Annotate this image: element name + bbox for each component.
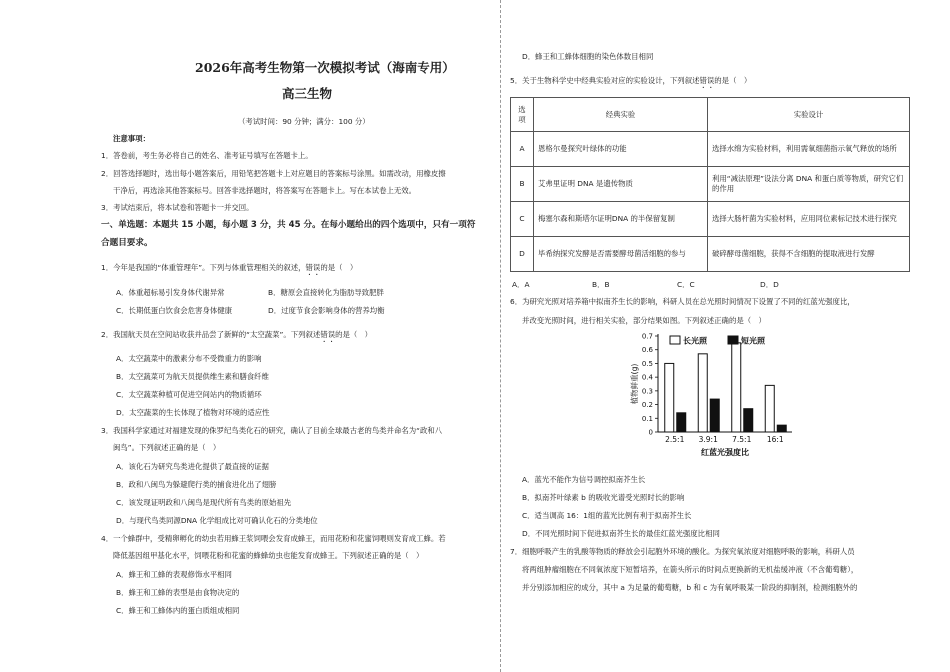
column-divider: [500, 0, 501, 672]
y-tick-label: 0.3: [641, 387, 653, 396]
q5-row-option: B: [511, 167, 534, 202]
q3-option-d: D．与现代鸟类同源DNA 化学组成比对可确认化石的分类地位: [116, 516, 318, 525]
q5-header-option: 选项: [511, 98, 534, 132]
q5-header-design: 实验设计: [708, 98, 910, 132]
legend-label: 长光照: [683, 336, 707, 346]
y-tick-label: 0.6: [641, 346, 653, 355]
notes-heading: 注意事项：: [113, 134, 150, 143]
section-1-line2: 合题目要求。: [101, 238, 153, 248]
bar-long-light: [765, 385, 774, 432]
q4-option-d: D．蜂王和工蜂体细胞的染色体数目相同: [522, 52, 654, 61]
bar-long-light: [665, 363, 674, 432]
section-1-line1: 一、单选题：本题共 15 小题，每小题 3 分，共 45 分。在每小题给出的四个选项中，只有一项符: [101, 220, 476, 230]
q5-row-experiment: 艾弗里证明 DNA 是遗传物质: [534, 167, 708, 202]
bar-short-light: [777, 425, 786, 432]
legend-label: 短光照: [741, 336, 765, 346]
q3-option-b: B．政和八闽鸟为躲避爬行类的捕食进化出了翅膀: [116, 480, 277, 489]
q6-stem-2: 并改变光照时间，进行相关实验，部分结果如图。下列叙述正确的是（ ）: [522, 316, 766, 325]
q6-stem-1: 6．为研究光照对培养箱中拟南芥生长的影响，科研人员在总光照时间情况下设置了不同的红蓝光强度比，: [510, 297, 855, 306]
q5-stem: 5．关于生物科学史中经典实验对应的实验设计，下列叙述错误的是（ ）: [510, 76, 752, 85]
table-row: [511, 202, 910, 237]
q6-option-d: D．不同光照时间下促进拟南芥生长的最佳红蓝光强度比相同: [522, 529, 720, 538]
q4-stem-1: 4．一个蜂群中，受精卵孵化的幼虫若用蜂王浆饲喂会发育成蜂王，而用花粉和花蜜饲喂则发育成工蜂。若: [101, 534, 446, 543]
q3-option-c: C．该发现证明政和八闽鸟是现代所有鸟类的原始祖先: [116, 498, 292, 507]
q7-stem-1: 7．细胞呼吸产生的乳酸等物质的释放会引起胞外环境的酸化。为探究氧浓度对细胞呼吸的影响，科研人员: [510, 547, 855, 556]
q5-row-experiment: 毕希纳探究发酵是否需要酵母菌活细胞的参与: [534, 237, 708, 272]
bar-short-light: [744, 409, 753, 432]
q1-option-c: C．长期低蛋白饮食会危害身体健康: [116, 306, 233, 315]
q4-option-c: C．蜂王和工蜂体内的蛋白质组成相同: [116, 606, 240, 615]
q6-option-b: B．拟南芥叶绿素 b 的吸收光谱受光照时长的影响: [522, 493, 685, 502]
legend-swatch: [728, 336, 738, 344]
q5-row-option: D: [511, 237, 534, 272]
q5-row-design: 选择大肠杆菌为实验材料，应用同位素标记技术进行探究: [708, 202, 910, 237]
q6-option-c: C．适当调高 16：1组的蓝光比例有利于拟南芥生长: [522, 511, 692, 520]
bar-long-light: [732, 343, 741, 432]
q5-row-experiment: 恩格尔曼探究叶绿体的功能: [534, 132, 708, 167]
note-2-cont: 干净后，再选涂其他答案标号。回答非选择题时，将答案写在答题卡上。写在本试卷上无效。: [113, 186, 417, 195]
q5-answer-a: A．A: [512, 280, 530, 289]
q2-option-b: B．太空蔬菜可为航天员提供维生素和膳食纤维: [116, 372, 269, 381]
q6-bar-chart: [628, 330, 800, 458]
q5-table: [510, 97, 910, 272]
q5-answer-d: D．D: [760, 280, 779, 289]
q1-option-d: D．过度节食会影响身体的营养均衡: [268, 306, 385, 315]
bar-long-light: [698, 354, 707, 432]
bar-short-light: [677, 413, 686, 432]
q1-option-a: A．体重超标易引发身体代谢异常: [116, 288, 225, 297]
y-tick-label: 0.5: [641, 359, 653, 368]
legend-swatch: [670, 336, 680, 344]
y-axis-label: 植物鲜重(g): [630, 363, 639, 405]
y-tick-label: 0.2: [641, 401, 653, 410]
exam-info: （考试时间：90 分钟；满分：100 分）: [238, 117, 370, 126]
q1-stem: 1．今年是我国的“体重管理年”。下列与体重管理相关的叙述，错误的是（ ）: [101, 263, 358, 272]
q2-option-d: D．太空蔬菜的生长体现了植物对环境的适应性: [116, 408, 270, 417]
q5-row-option: A: [511, 132, 534, 167]
q4-option-b: B．蜂王和工蜂的表型是由食物决定的: [116, 588, 240, 597]
q3-stem-2: 闽鸟”。下列叙述正确的是（ ）: [113, 443, 221, 452]
q5-row-option: C: [511, 202, 534, 237]
q5-row-experiment: 梅塞尔森和斯塔尔证明DNA 的半保留复制: [534, 202, 708, 237]
q6-option-a: A．蓝光不能作为信号调控拟南芥生长: [522, 475, 646, 484]
q5-answer-c: C．C: [677, 280, 695, 289]
note-1: 1．答卷前，考生务必将自己的姓名、准考证号填写在答题卡上。: [101, 151, 313, 160]
q5-row-design: 选择水绵为实验材料，利用需氧细菌指示氧气释放的场所: [708, 132, 910, 167]
q7-stem-3: 并分别添加相应的成分，其中 a 为足量的葡萄糖，b 和 c 为有氧呼吸某一阶段的抑制剂，检测细胞外的: [522, 583, 858, 592]
bar-short-light: [710, 399, 719, 432]
q4-option-a: A．蜂王和工蜂的表观修饰水平相同: [116, 570, 232, 579]
x-axis-label: 红蓝光强度比: [701, 448, 749, 457]
note-3: 3．考试结束后，将本试卷和答题卡一并交回。: [101, 203, 254, 212]
q5-row-design: 破碎酵母菌细胞，获得不含细胞的提取液进行发酵: [708, 237, 910, 272]
q5-header-experiment: 经典实验: [534, 98, 708, 132]
q7-stem-2: 将两组肿瘤细胞在不同氧浓度下短暂培养，在箭头所示的时间点更换新的无机盐缓冲液（不含葡萄糖），: [522, 565, 859, 574]
table-row: [511, 132, 910, 167]
x-tick-label: 2.5:1: [665, 435, 685, 444]
exam-title: 2026年高考生物第一次模拟考试（海南专用）: [195, 60, 455, 75]
y-tick-label: 0: [648, 428, 653, 437]
note-2: 2．回答选择题时，选出每小题答案后，用铅笔把答题卡上对应题目的答案标号涂黑。如需改动，用橡皮擦: [101, 169, 446, 178]
q3-stem-1: 3．我国科学家通过对福建发现的侏罗纪鸟类化石的研究，确认了目前全球最古老的鸟类并命名为“政和八: [101, 426, 443, 435]
exam-subtitle: 高三生物: [282, 86, 333, 101]
q2-stem: 2．我国航天员在空间站收获并品尝了新鲜的“太空蔬菜”。下列叙述错误的是（ ）: [101, 330, 373, 339]
q3-option-a: A．该化石为研究鸟类进化提供了最直接的证据: [116, 462, 269, 471]
y-tick-label: 0.7: [641, 332, 653, 341]
x-tick-label: 16:1: [766, 435, 784, 444]
y-tick-label: 0.4: [641, 373, 653, 382]
q4-stem-2: 降低基因组甲基化水平，饲喂花粉和花蜜的蜂蜂幼虫也能发育成蜂王。下列叙述正确的是（ ）: [113, 551, 424, 560]
q2-option-a: A．太空蔬菜中的激素分布不受微重力的影响: [116, 354, 262, 363]
table-row: [511, 167, 910, 202]
q5-answer-b: B．B: [592, 280, 610, 289]
q1-option-b: B．糖原会直接转化为脂肪导致肥胖: [268, 288, 384, 297]
x-tick-label: 3.9:1: [698, 435, 718, 444]
q5-table-header: [511, 98, 910, 132]
table-row: [511, 237, 910, 272]
y-tick-label: 0.1: [641, 414, 653, 423]
q5-row-design: 利用“减法原理”设法分离 DNA 和蛋白质等物质，研究它们的作用: [708, 167, 910, 202]
q2-option-c: C．太空蔬菜种植可促进空间站内的物质循环: [116, 390, 262, 399]
x-tick-label: 7.5:1: [732, 435, 752, 444]
